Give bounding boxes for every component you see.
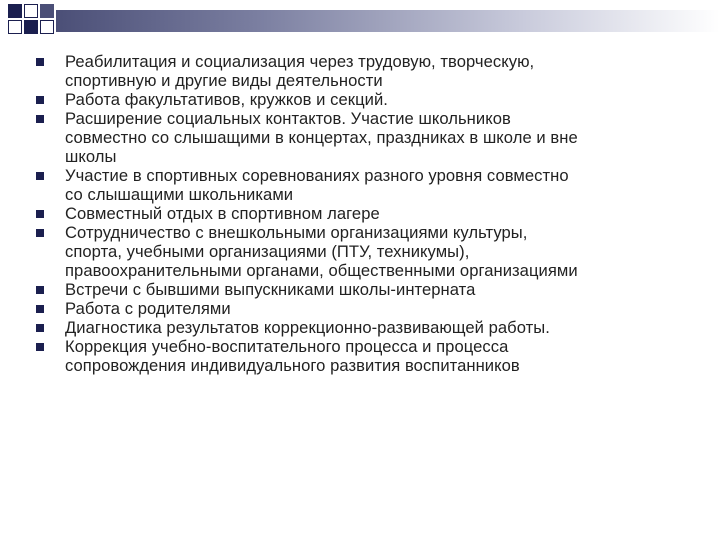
- list-item: [32, 90, 702, 109]
- list-item-text: Сотрудничество с внешкольными организациями культуры, спорта, учебными организациями (ПТУ, техникумы), правоохранительными органами, общественными организациями: [65, 223, 578, 280]
- list-item: [32, 204, 702, 223]
- list-item: [32, 109, 702, 166]
- list-item-text: Работа с родителями: [65, 299, 231, 318]
- square-bullet-icon: [36, 286, 44, 294]
- list-item-text: Расширение социальных контактов. Участие школьников совместно со слышащими в концертах, праздниках в школе и вне школы: [65, 109, 578, 166]
- list-item-text: Участие в спортивных соревнованиях разного уровня совместно со слышащими школьниками: [65, 166, 569, 204]
- square-bullet-icon: [36, 172, 44, 180]
- list-item-text: Работа факультативов, кружков и секций.: [65, 90, 388, 109]
- square-bullet-icon: [36, 58, 44, 66]
- list-item: [32, 166, 702, 204]
- decor-square: [8, 20, 22, 34]
- square-bullet-icon: [36, 343, 44, 351]
- decor-square: [40, 20, 54, 34]
- list-item: [32, 299, 702, 318]
- list-item-text: Диагностика результатов коррекционно-развивающей работы.: [65, 318, 550, 337]
- list-item: [32, 318, 702, 337]
- decor-square: [8, 4, 22, 18]
- list-item: [32, 337, 702, 375]
- decor-square: [24, 4, 38, 18]
- square-bullet-icon: [36, 96, 44, 104]
- square-bullet-icon: [36, 115, 44, 123]
- list-item: [32, 280, 702, 299]
- square-bullet-icon: [36, 305, 44, 313]
- square-bullet-icon: [36, 210, 44, 218]
- header-decoration: [0, 0, 720, 50]
- title-gradient-bar: [56, 10, 720, 32]
- list-item-text: Коррекция учебно-воспитательного процесса и процесса сопровождения индивидуального развития воспитанников: [65, 337, 520, 375]
- decor-square: [40, 4, 54, 18]
- square-bullet-icon: [36, 324, 44, 332]
- list-item: [32, 223, 702, 280]
- list-item-text: Реабилитация и социализация через трудовую, творческую, спортивную и другие виды деятельности: [65, 52, 535, 90]
- decor-square: [24, 20, 38, 34]
- list-item: [32, 52, 702, 90]
- square-bullet-icon: [36, 229, 44, 237]
- list-item-text: Совместный отдых в спортивном лагере: [65, 204, 380, 223]
- bullet-list: [32, 52, 702, 375]
- list-item-text: Встречи с бывшими выпускниками школы-интерната: [65, 280, 476, 299]
